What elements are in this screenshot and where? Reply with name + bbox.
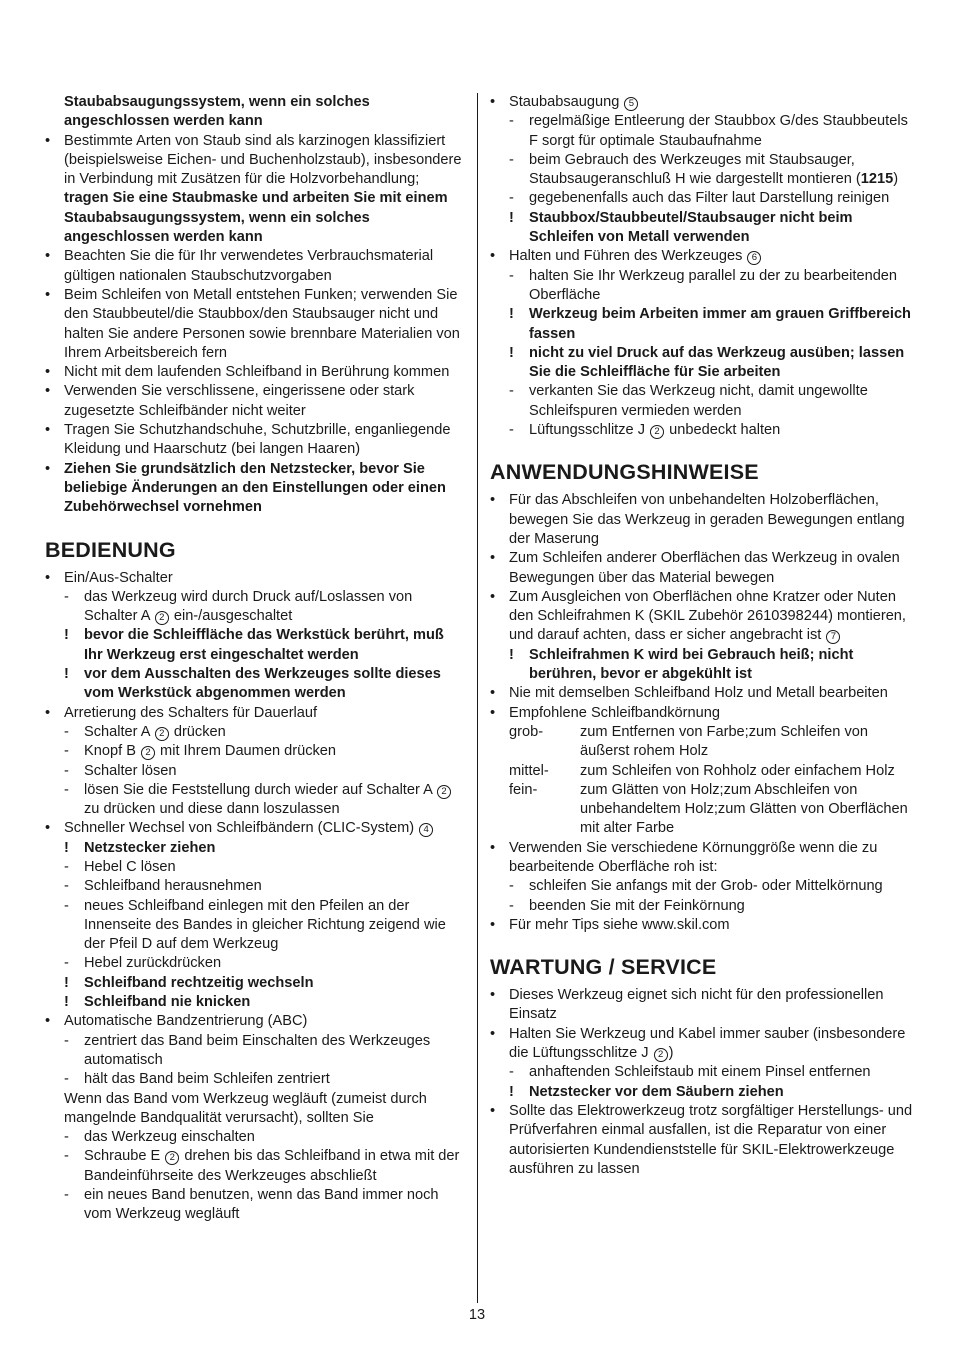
warning-marker: !: [64, 994, 69, 1011]
bullet-marker: •: [45, 704, 51, 721]
left-column: [45, 93, 465, 1225]
section-heading: BEDIENUNG: [45, 537, 176, 562]
dash-item: [45, 897, 465, 955]
bullet-item: [490, 247, 915, 266]
item-text: Sollte das Elektrowerkzeug trotz sorgfältiger Herstellungs- und Prüfverfahren einmal ausfallen, ist die Reparatur von einer autorisierten Kundendienststelle für SKIL-Elektrowerkzeuge ausführen zu lassen: [509, 1102, 913, 1177]
item-text: bevor die Schleiffläche das Werkstück berührt, muß Ihr Werkzeug erst eingeschaltet werden: [84, 627, 444, 663]
text-segment: Bestimmte Arten von Staub sind als karzinogen klassifiziert (beispielsweise Eichen- und Buchenholzstaub), insbesondere in Verbindung mit Zusätzen für die Holzvorbehandlung;: [64, 132, 462, 188]
text-segment: das Werkzeug wird durch Druck auf/Loslassen von Schalter A: [84, 588, 413, 625]
bullet-marker: •: [45, 460, 51, 477]
figure-ref-marker: 5: [624, 97, 638, 111]
dash-marker: -: [64, 1071, 69, 1088]
dash-item: [490, 877, 915, 896]
dash-marker: -: [509, 1064, 514, 1081]
bullet-marker: •: [45, 364, 51, 381]
item-text: Schleifband herausnehmen: [84, 878, 262, 895]
figure-ref-marker: 2: [437, 785, 451, 799]
item-text: schleifen Sie anfangs mit der Grob- oder Mittelkörnung: [529, 878, 883, 895]
bullet-marker: •: [490, 492, 496, 509]
section-heading: ANWENDUNGSHINWEISE: [490, 460, 759, 485]
text-segment: drücken: [169, 723, 226, 740]
dash-marker: -: [509, 897, 514, 914]
text-segment: drehen bis das Schleifband in etwa mit der Bandeinführseite des Werkzeuges abschließt: [84, 1148, 460, 1184]
bullet-marker: •: [490, 550, 496, 567]
dash-marker: -: [64, 588, 69, 605]
item-text: halten Sie Ihr Werkzeug parallel zu der zu bearbeitenden Oberfläche: [529, 267, 898, 303]
item-text: Dieses Werkzeug eignet sich nicht für den professionellen Einsatz: [509, 987, 884, 1023]
text-segment: Lüftungsschlitze J: [529, 422, 650, 439]
warning-item: [45, 839, 465, 858]
text-segment: Schneller Wechsel von Schleifbändern (CLIC-System): [64, 820, 419, 837]
bullet-item: [45, 286, 465, 363]
bullet-marker: •: [45, 422, 51, 439]
text-segment: ): [893, 171, 899, 188]
bullet-marker: •: [45, 569, 51, 586]
dash-item: [45, 1186, 465, 1225]
dash-marker: -: [64, 1129, 69, 1146]
bullet-item: [490, 986, 915, 1025]
figure-ref-marker: 2: [155, 611, 169, 625]
dash-item: [490, 267, 915, 306]
warning-item: [45, 626, 465, 665]
figure-ref-marker: 2: [650, 425, 664, 439]
dash-item: [490, 189, 915, 208]
bullet-item: [45, 569, 465, 588]
bullet-item: [490, 684, 915, 703]
dash-marker: -: [509, 878, 514, 895]
dash-marker: -: [64, 858, 69, 875]
dash-item: [45, 1147, 465, 1186]
bullet-item: [490, 839, 915, 878]
bullet-item: [45, 363, 465, 382]
dash-item: [45, 723, 465, 742]
warning-marker: !: [509, 306, 514, 323]
paragraph: [45, 93, 465, 132]
bullet-item: [490, 588, 915, 646]
text-segment: ): [668, 1045, 674, 1062]
bullet-marker: •: [45, 286, 51, 303]
bullet-marker: •: [490, 94, 496, 110]
bullet-marker: •: [45, 820, 51, 837]
text-segment: Halten und Führen des Werkzeuges: [509, 248, 747, 265]
text-segment: Halten Sie Werkzeug und Kabel immer sauber (insbesondere die Lüftungsschlitze J: [509, 1025, 906, 1062]
grit-item: [490, 781, 915, 839]
text-segment: Schraube E: [84, 1148, 165, 1165]
item-text: Arretierung des Schalters für Dauerlauf: [64, 704, 318, 721]
bullet-item: [490, 549, 915, 588]
warning-marker: !: [64, 974, 69, 991]
dash-item: [490, 897, 915, 916]
dash-item: [45, 877, 465, 896]
dash-item: [45, 742, 465, 761]
item-text: nicht zu viel Druck auf das Werkzeug ausüben; lassen Sie die Schleiffläche für Sie arbeiten: [529, 344, 905, 381]
grit-key: mittel-: [509, 762, 549, 779]
item-text: Hebel C lösen: [84, 858, 176, 875]
bullet-item: [490, 1102, 915, 1179]
dash-item: [45, 954, 465, 973]
item-text: zum Glätten von Holz;zum Abschleifen von unbehandeltem Holz;zum Glätten von Oberflächen mit alter Farbe: [580, 781, 908, 837]
bullet-item: [45, 819, 465, 838]
text-segment: mit Ihrem Daumen drücken: [155, 743, 337, 760]
warning-item: [490, 646, 915, 685]
item-text: gegebenenfalls auch das Filter laut Darstellung reinigen: [529, 190, 890, 207]
item-text: Staubbox/Staubbeutel/Staubsauger nicht beim Schleifen von Metall verwenden: [529, 209, 853, 246]
item-text: Zum Schleifen anderer Oberflächen das Werkzeug in ovalen Bewegungen über das Material bewegen: [509, 550, 900, 586]
dash-marker: -: [509, 422, 514, 439]
bullet-marker: •: [490, 1025, 496, 1042]
bullet-item: [45, 460, 465, 518]
dash-item: [45, 781, 465, 820]
item-text: das Werkzeug einschalten: [84, 1129, 255, 1146]
dash-marker: -: [64, 781, 69, 798]
item-text: vor dem Ausschalten des Werkzeuges sollte dieses vom Werkstück abgenommen werden: [84, 666, 441, 702]
warning-item: [490, 1083, 915, 1102]
item-text: anhaftenden Schleifstaub mit einem Pinsel entfernen: [529, 1064, 871, 1081]
bullet-item: [490, 491, 915, 549]
dash-marker: -: [64, 723, 69, 740]
column-divider: [477, 93, 478, 1303]
bullet-marker: •: [45, 1013, 51, 1030]
item-text: Staubabsaugungssystem, wenn ein solches angeschlossen werden kann: [64, 94, 370, 130]
item-text: zentriert das Band beim Einschalten des Werkzeuges automatisch: [84, 1032, 431, 1068]
bullet-marker: •: [45, 248, 51, 265]
item-text: Nie mit demselben Schleifband Holz und Metall bearbeiten: [509, 685, 888, 702]
item-text: zum Entfernen von Farbe;zum Schleifen von äußerst rohem Holz: [580, 723, 868, 760]
text-segment: ein-/ausgeschaltet: [169, 608, 293, 625]
bullet-marker: •: [490, 685, 496, 702]
bullet-item: [490, 1025, 915, 1064]
warning-marker: !: [64, 627, 69, 644]
item-text: Schalter lösen: [84, 762, 177, 779]
dash-item: [490, 151, 915, 190]
text-segment: unbedeckt halten: [665, 422, 781, 439]
item-text: Tragen Sie Schutzhandschuhe, Schutzbrille, enganliegende Kleidung und Haarschutz (bei langen Haaren): [64, 422, 451, 458]
warning-item: [45, 974, 465, 993]
bullet-marker: •: [45, 132, 51, 149]
dash-item: [45, 1128, 465, 1147]
dash-marker: -: [64, 897, 69, 914]
text-segment: beim Gebrauch des Werkzeuges mit Staubsauger, Staubsaugeranschluß H wie dargestellt montieren (: [529, 151, 861, 188]
dash-marker: -: [64, 1032, 69, 1049]
item-text: Schleifband nie knicken: [84, 994, 251, 1011]
bullet-item: [490, 93, 915, 112]
item-text: Verwenden Sie verschiedene Körnunggröße wenn die zu bearbeitende Oberfläche roh ist:: [509, 839, 878, 875]
paragraph: [45, 1090, 465, 1129]
bullet-item: [45, 704, 465, 723]
item-text: Schleifband rechtzeitig wechseln: [84, 974, 314, 991]
warning-item: [45, 665, 465, 704]
warning-marker: !: [509, 646, 514, 663]
figure-ref-marker: 2: [141, 746, 155, 760]
item-text: zum Schleifen von Rohholz oder einfachem Holz: [580, 762, 895, 779]
warning-marker: !: [509, 344, 514, 361]
figure-ref-marker: 2: [654, 1048, 668, 1062]
bullet-item: [45, 1012, 465, 1031]
item-text: Beachten Sie die für Ihr verwendetes Verbrauchsmaterial gültigen nationalen Staubschutzvorgaben: [64, 248, 434, 284]
warning-marker: !: [509, 1083, 514, 1100]
bullet-marker: •: [490, 916, 496, 933]
bullet-marker: •: [45, 383, 51, 400]
dash-marker: -: [509, 113, 514, 130]
dash-marker: -: [509, 190, 514, 207]
text-segment: zu drücken und diese dann loszulassen: [84, 801, 340, 818]
dash-item: [45, 1032, 465, 1071]
dash-item: [490, 1063, 915, 1082]
bullet-marker: •: [490, 839, 496, 856]
bold-text: 1215: [860, 171, 894, 188]
figure-ref-marker: 6: [747, 251, 761, 265]
right-column: [490, 93, 915, 1179]
text-segment: Schalter A: [84, 723, 154, 740]
grit-key: grob-: [509, 723, 544, 740]
dash-item: [45, 1070, 465, 1089]
page-number: 13: [468, 1307, 486, 1323]
grit-item: [490, 723, 915, 762]
dash-marker: -: [64, 955, 69, 972]
warning-item: [490, 305, 915, 344]
dash-item: [490, 421, 915, 440]
item-text: Werkzeug beim Arbeiten immer am grauen Griffbereich fassen: [529, 306, 911, 342]
figure-ref-marker: 4: [419, 823, 433, 837]
item-text: ein neues Band benutzen, wenn das Band immer noch vom Werkzeug wegläuft: [84, 1187, 439, 1223]
dash-marker: -: [509, 383, 514, 400]
item-text: Empfohlene Schleifbandkörnung: [509, 704, 720, 721]
bullet-item: [45, 421, 465, 460]
item-text: verkanten Sie das Werkzeug nicht, damit ungewollte Schleifspuren vermieden werden: [529, 383, 868, 419]
bullet-item: [45, 382, 465, 421]
item-text: Hebel zurückdrücken: [84, 955, 222, 972]
dash-marker: -: [64, 1187, 69, 1204]
bold-text: tragen Sie eine Staubmaske und arbeiten Sie mit einem Staubabsaugungssystem, wenn ein solches angeschlossen werden kann: [64, 190, 448, 246]
item-text: beenden Sie mit der Feinkörnung: [529, 897, 745, 914]
dash-marker: -: [64, 878, 69, 895]
warning-item: [490, 209, 915, 248]
dash-item: [45, 588, 465, 627]
dash-item: [490, 382, 915, 421]
dash-item: [490, 112, 915, 151]
bullet-item: [490, 916, 915, 935]
bullet-item: [45, 247, 465, 286]
item-text: Ein/Aus-Schalter: [64, 569, 173, 586]
warning-marker: !: [64, 839, 69, 856]
warning-item: [45, 993, 465, 1012]
dash-marker: -: [509, 151, 514, 168]
item-text: neues Schleifband einlegen mit den Pfeilen an der Innenseite des Bandes in gleicher Richtung zeigend wie der Pfeil D auf dem Werkzeug: [84, 897, 446, 953]
item-text: Automatische Bandzentrierung (ABC): [64, 1013, 308, 1030]
warning-marker: !: [509, 209, 514, 226]
bullet-marker: •: [490, 248, 496, 265]
item-text: Nicht mit dem laufenden Schleifband in Berührung kommen: [64, 364, 450, 381]
item-text: Schleifrahmen K wird bei Gebrauch heiß; nicht berühren, bevor er abgekühlt ist: [529, 646, 854, 683]
figure-ref-marker: 7: [826, 630, 840, 644]
item-text: Für mehr Tips siehe www.skil.com: [509, 916, 730, 933]
text-segment: Staubabsaugung: [509, 94, 624, 110]
text-segment: Zum Ausgleichen von Oberflächen ohne Kratzer oder Nuten den Schleifrahmen K (SKIL Zubehör 2610398244) montieren, und darauf achten, dass er sicher angebracht ist: [509, 588, 906, 644]
text-segment: Knopf B: [84, 743, 140, 760]
item-text: Für das Abschleifen von unbehandelten Holzoberflächen, bewegen Sie das Werkzeug in geraden Bewegungen entlang der Maserung: [509, 492, 905, 547]
grit-key: fein-: [509, 781, 538, 798]
bullet-marker: •: [490, 987, 496, 1004]
item-text: Netzstecker ziehen: [84, 839, 216, 856]
dash-item: [45, 762, 465, 781]
dash-marker: -: [64, 762, 69, 779]
figure-ref-marker: 2: [165, 1151, 179, 1165]
item-text: hält das Band beim Schleifen zentriert: [84, 1071, 330, 1088]
figure-ref-marker: 2: [155, 727, 169, 741]
warning-marker: !: [64, 666, 69, 683]
dash-marker: -: [64, 743, 69, 760]
dash-item: [45, 858, 465, 877]
item-text: Ziehen Sie grundsätzlich den Netzstecker, bevor Sie beliebige Änderungen an den Einstellungen oder einen Zubehörwechsel vornehmen: [64, 460, 446, 516]
dash-marker: -: [64, 1148, 69, 1165]
bullet-marker: •: [490, 704, 496, 721]
item-text: Beim Schleifen von Metall entstehen Funken; verwenden Sie den Staubbeutel/die Staubbox/den Staubsauger nicht und halten Sie andere Personen sowie brennbare Materialien von Ihrem Arbeitsbereich fern: [64, 286, 460, 361]
section-heading: WARTUNG / SERVICE: [490, 955, 717, 980]
bullet-marker: •: [490, 588, 496, 605]
dash-marker: -: [509, 267, 514, 284]
item-text: Wenn das Band vom Werkzeug wegläuft (zumeist durch mangelnde Bandqualität verursacht), sollten Sie: [64, 1090, 427, 1126]
item-text: Netzstecker vor dem Säubern ziehen: [529, 1083, 784, 1100]
bullet-item: [45, 132, 465, 248]
item-text: Verwenden Sie verschlissene, eingerissene oder stark zugesetzte Schleifbänder nicht weiter: [64, 383, 415, 419]
warning-item: [490, 344, 915, 383]
bullet-item: [490, 704, 915, 723]
text-segment: lösen Sie die Feststellung durch wieder auf Schalter A: [84, 781, 437, 798]
grit-item: [490, 762, 915, 781]
item-text: regelmäßige Entleerung der Staubbox G/des Staubbeutels F sorgt für optimale Staubaufnahme: [529, 113, 908, 149]
bullet-marker: •: [490, 1102, 496, 1119]
